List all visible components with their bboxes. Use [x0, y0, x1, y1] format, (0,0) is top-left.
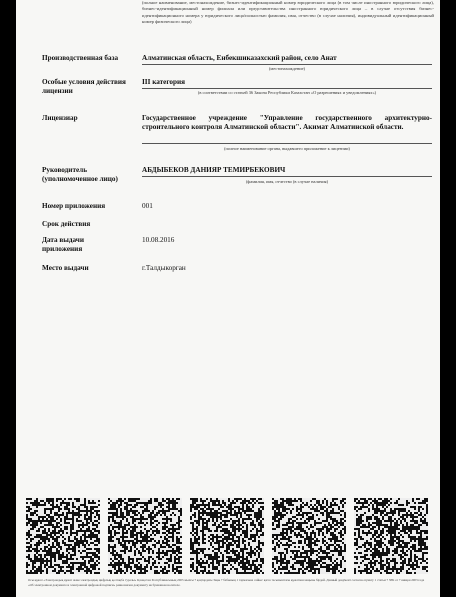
appendix-number-value: 001: [142, 202, 153, 210]
issue-place-value: г.Талдыкорган: [142, 264, 186, 272]
barcode-image: [354, 498, 428, 574]
production-base-caption: (местонахождение): [268, 66, 306, 71]
production-base-line: [142, 64, 432, 65]
licensor-label: Лицензиар: [42, 114, 78, 122]
special-conditions-value: III категория: [142, 78, 186, 86]
issue-date-value: 10.08.2016: [142, 236, 175, 244]
validity-term-label: Срок действия: [42, 220, 91, 228]
production-base-value: Алматинская область, Енбекшиказахский район, село Анат: [142, 54, 337, 62]
licensor-line: [142, 143, 432, 144]
barcode-image: [26, 498, 100, 574]
issue-date-label: Дата выдачи приложения: [42, 236, 84, 253]
header-fine-print: (полное наименование, местонахождение, бизнес-идентификационный номер юридического лица (в том числе иностранного юридического лица), бизнес-идентификационный номер филиала или представительства иностранного юридического лица – в случае отсутствия бизнес-идентификационного номера у юридического лица/полностью фамилия, имя, отчество (в случае наличия), индивидуальный идентификационный номер физического лица): [142, 0, 434, 25]
head-line: [142, 176, 432, 177]
license-appendix-page: [16, 0, 440, 597]
production-base-label: Производственная база: [42, 54, 119, 62]
special-conditions-caption: (в соответствии со статьей 36 Закона Республики Казахстан «О разрешениях и уведомлениях»): [197, 90, 377, 95]
special-conditions-label: Особые условия действия лицензии: [42, 78, 126, 95]
head-label: Руководитель (уполномоченное лицо): [42, 166, 118, 183]
head-value: АБДЫБЕКОВ ДАНИЯР ТЕМИРБЕКОВИЧ: [142, 166, 286, 174]
issue-place-label: Место выдачи: [42, 264, 89, 272]
barcode-image: [190, 498, 264, 574]
licensor-caption: (полное наименование органа, выдавшего приложение к лицензии): [224, 146, 350, 151]
appendix-number-label: Номер приложения: [42, 202, 106, 210]
barcode-image: [272, 498, 346, 574]
barcode-image: [108, 498, 182, 574]
special-conditions-line: [142, 88, 432, 89]
licensor-value: Государственное учреждение "Управление государственного архитектурно-строительного контроля Алматинской области". Акимат Алматинской области.: [142, 114, 432, 131]
footer-legal-note: Осы құжат «Электрондық құжат және электрондық цифрлық қолтаңба туралы» Қазақстан Республикасының 2003 жылғы 7 қаңтардағы Заңы 7 бабының 1 тармағына сәйкес қағаз тасығыштағы құжатпен маңызы бірдей. Данный документ согласно пункту 1 статьи 7 ЗРК от 7 января 2003 года «Об электронном документе и электронной цифровой подписи» равнозначен документу на бумажном носителе.: [28, 578, 425, 587]
head-caption: (фамилия, имя, отчество (в случае наличия): [245, 179, 329, 184]
